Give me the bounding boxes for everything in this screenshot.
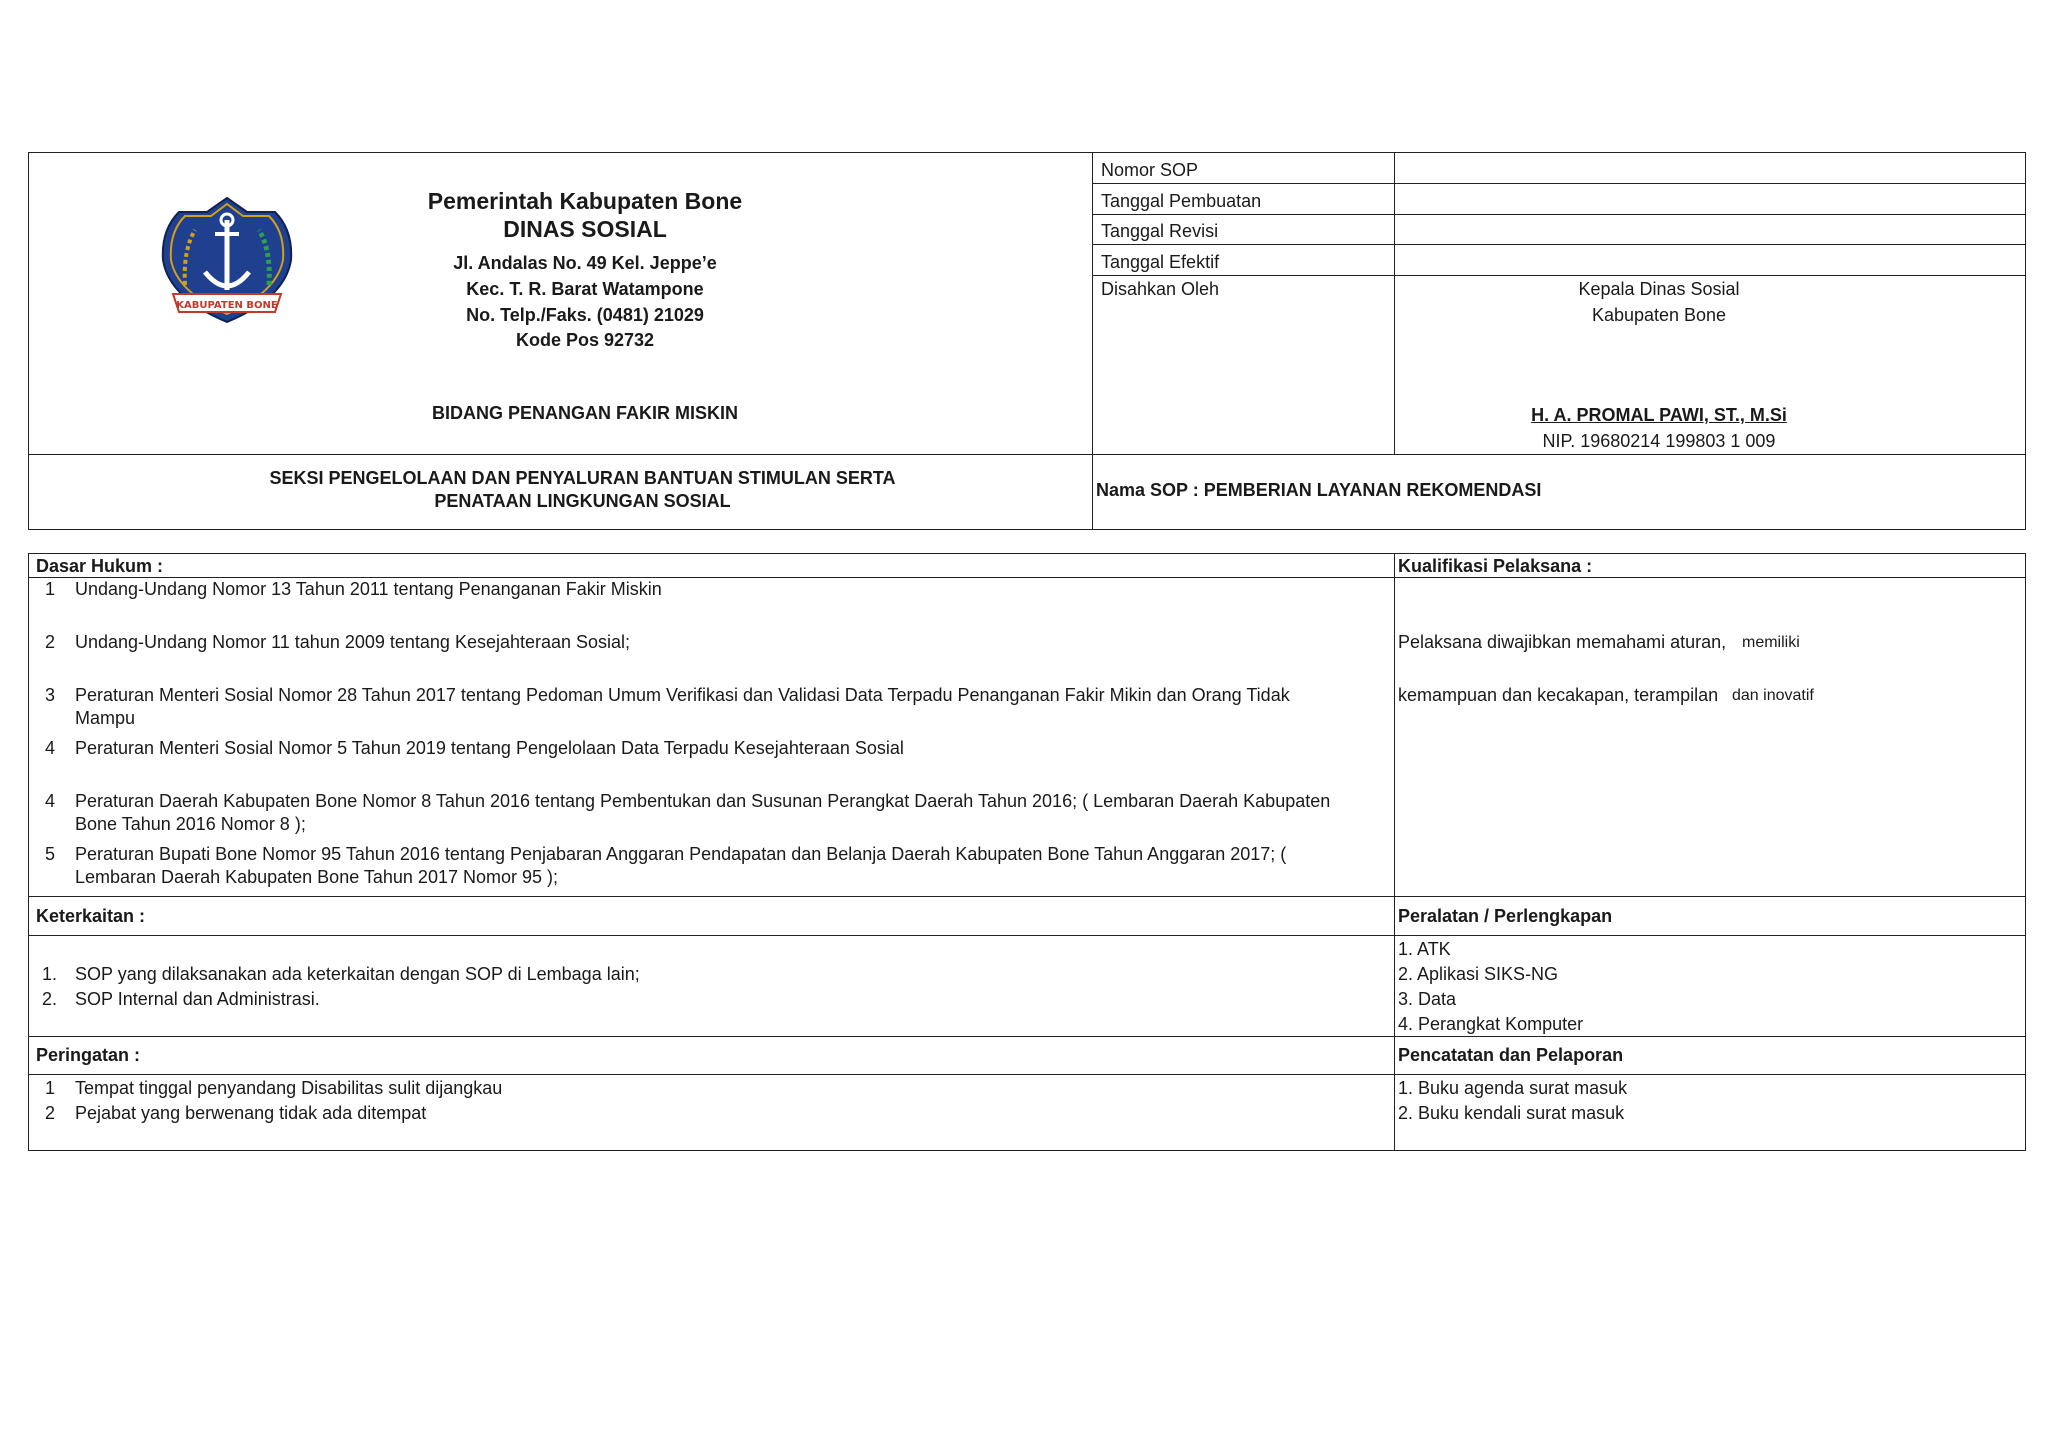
dasar-hukum-item-3-text-line-2: Mampu: [75, 708, 136, 728]
header-divider-horizontal: [28, 454, 2026, 455]
sop-row-line-1: [1092, 183, 2026, 184]
peringatan-item-1-text: Tempat tinggal penyandang Disabilitas sulit dijangkau: [75, 1078, 503, 1098]
header-divider-vertical: [1092, 152, 1093, 530]
peringatan-top-line: [28, 1036, 2026, 1037]
sop-row-line-2: [1092, 214, 2026, 215]
dasar-hukum-item-5-num: 4: [45, 791, 56, 811]
tanggal-efektif-label: Tanggal Efektif: [1101, 252, 1220, 272]
dasar-hukum-item-4-text: Peraturan Menteri Sosial Nomor 5 Tahun 2019 tentang Pengelolaan Data Terpadu Kesejahteraan Sosial: [75, 738, 904, 758]
pencatatan-title: Pencatatan dan Pelaporan: [1398, 1045, 1624, 1065]
pencatatan-item-2: 2. Buku kendali surat masuk: [1398, 1103, 1625, 1123]
dasar-hukum-item-3-num: 3: [45, 685, 56, 705]
dasar-hukum-item-6-text-line-2: Lembaran Daerah Kabupaten Bone Tahun 2017 Nomor 95 );: [75, 867, 559, 887]
approver-title-line-1: Kepala Dinas Sosial: [1578, 279, 1740, 299]
address-line-2: Kec. T. R. Barat Watampone: [466, 279, 704, 299]
dasar-hukum-item-5-text-line-1: Peraturan Daerah Kabupaten Bone Nomor 8 Tahun 2016 tentang Pembentukan dan Susunan Perangkat Daerah Tahun 2016; ( Lembaran Daerah Kabupaten: [75, 791, 1331, 811]
sop-row-line-4: [1092, 275, 2026, 276]
keterkaitan-item-1-num: 1.: [42, 964, 58, 984]
approver-title-line-2: Kabupaten Bone: [1591, 305, 1727, 325]
peralatan-item-3: 3. Data: [1398, 989, 1457, 1009]
dasar-hukum-item-5-text-line-2: Bone Tahun 2016 Nomor 8 );: [75, 814, 306, 834]
phone-number: No. Telp./Faks. (0481) 21029: [466, 305, 704, 325]
section-name-line-1: SEKSI PENGELOLAAN DAN PENYALURAN BANTUAN STIMULAN SERTA: [269, 468, 896, 488]
peralatan-item-2: 2. Aplikasi SIKS-NG: [1398, 964, 1559, 984]
peringatan-header-line: [28, 1074, 2026, 1075]
peringatan-item-2-num: 2: [45, 1103, 56, 1123]
keterkaitan-item-1-text: SOP yang dilaksanakan ada keterkaitan dengan SOP di Lembaga lain;: [75, 964, 640, 984]
dasar-hukum-item-4-num: 4: [45, 738, 56, 758]
keterkaitan-item-2-num: 2.: [42, 989, 58, 1009]
peralatan-title: Peralatan / Perlengkapan: [1398, 906, 1613, 926]
dasar-hukum-item-3-text-line-1: Peraturan Menteri Sosial Nomor 28 Tahun 2017 tentang Pedoman Umum Verifikasi dan Validasi Data Terpadu Penanganan Fakir Mikin dan Orang Tidak: [75, 685, 1290, 705]
approver-name: H. A. PROMAL PAWI, ST., M.Si: [1531, 405, 1787, 425]
peringatan-item-1-num: 1: [45, 1078, 56, 1098]
address-line-1: Jl. Andalas No. 49 Kel. Jeppe’e: [453, 253, 717, 273]
division-name: BIDANG PENANGAN FAKIR MISKIN: [431, 403, 738, 423]
dasar-hukum-header-line: [28, 577, 2026, 578]
peringatan-title: Peringatan :: [36, 1045, 141, 1065]
kualifikasi-line-1-tail: memiliki: [1742, 634, 1800, 651]
peralatan-item-1: 1. ATK: [1398, 939, 1451, 959]
peralatan-item-4: 4. Perangkat Komputer: [1398, 1014, 1584, 1034]
nomor-sop-label: Nomor SOP: [1101, 160, 1199, 180]
pencatatan-item-1: 1. Buku agenda surat masuk: [1398, 1078, 1628, 1098]
disahkan-oleh-label: Disahkan Oleh: [1101, 279, 1220, 299]
dasar-hukum-item-6-num: 5: [45, 844, 56, 864]
section-name-line-2: PENATAAN LINGKUNGAN SOSIAL: [434, 491, 731, 511]
dasar-hukum-item-6-text-line-1: Peraturan Bupati Bone Nomor 95 Tahun 2016 tentang Penjabaran Anggaran Pendapatan dan Belanja Daerah Kabupaten Bone Tahun Anggaran 2017; (: [75, 844, 1287, 864]
nama-sop: Nama SOP : PEMBERIAN LAYANAN REKOMENDASI: [1096, 480, 1542, 500]
body-divider-vertical: [1394, 553, 1395, 1151]
sop-row-line-3: [1092, 244, 2026, 245]
dasar-hukum-item-2-text: Undang-Undang Nomor 11 tahun 2009 tentang Kesejahteraan Sosial;: [75, 632, 631, 652]
tanggal-revisi-label: Tanggal Revisi: [1101, 221, 1219, 241]
kualifikasi-line-2-tail: dan inovatif: [1732, 687, 1814, 704]
keterkaitan-top-line: [28, 896, 2026, 897]
kualifikasi-title: Kualifikasi Pelaksana :: [1398, 556, 1593, 576]
keterkaitan-title: Keterkaitan :: [36, 906, 146, 926]
keterkaitan-header-line: [28, 935, 2026, 936]
postal-code: Kode Pos 92732: [515, 330, 655, 350]
dept-name: DINAS SOSIAL: [503, 216, 667, 242]
approver-nip: NIP. 19680214 199803 1 009: [1542, 431, 1776, 451]
keterkaitan-item-2-text: SOP Internal dan Administrasi.: [75, 989, 320, 1009]
tanggal-pembuatan-label: Tanggal Pembuatan: [1101, 191, 1262, 211]
dasar-hukum-item-1-text: Undang-Undang Nomor 13 Tahun 2011 tentang Penanganan Fakir Miskin: [75, 579, 662, 599]
dasar-hukum-title: Dasar Hukum :: [36, 556, 164, 576]
peringatan-item-2-text: Pejabat yang berwenang tidak ada ditempat: [75, 1103, 427, 1123]
gov-name: Pemerintah Kabupaten Bone: [427, 188, 743, 214]
svg-text:KABUPATEN BONE: KABUPATEN BONE: [176, 300, 278, 311]
dasar-hukum-item-2-num: 2: [45, 632, 56, 652]
kabupaten-bone-logo: [155, 190, 300, 330]
kualifikasi-line-2: kemampuan dan kecakapan, terampilan: [1398, 685, 1719, 705]
kualifikasi-line-1: Pelaksana diwajibkan memahami aturan,: [1398, 632, 1727, 652]
dasar-hukum-item-1-num: 1: [45, 579, 56, 599]
